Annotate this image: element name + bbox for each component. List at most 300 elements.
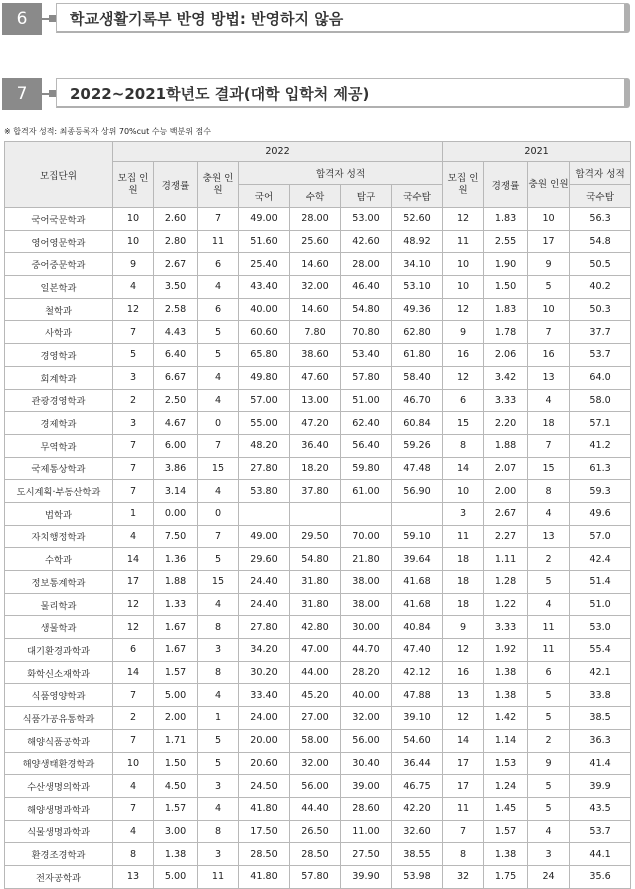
- table-cell: 4: [528, 502, 570, 525]
- table-row: [5, 298, 631, 321]
- unit-name-cell: 물리학과: [5, 593, 113, 616]
- table-cell: 44.40: [290, 797, 341, 820]
- table-cell: 7: [198, 525, 239, 548]
- table-cell: 56.90: [392, 480, 443, 503]
- table-cell: 49.80: [239, 366, 290, 389]
- table-cell: 35.6: [570, 865, 631, 888]
- table-cell: 11: [528, 616, 570, 639]
- table-cell: 2: [528, 729, 570, 752]
- table-cell: 5: [528, 797, 570, 820]
- table-cell: 6.67: [154, 366, 198, 389]
- table-cell: 1.67: [154, 639, 198, 662]
- table-row: [5, 253, 631, 276]
- table-cell: 36.40: [290, 434, 341, 457]
- unit-name-cell: 식품가공유통학과: [5, 707, 113, 730]
- table-cell: 2.50: [154, 389, 198, 412]
- table-row: [5, 457, 631, 480]
- table-cell: 58.40: [392, 366, 443, 389]
- table-cell: 64.0: [570, 366, 631, 389]
- table-cell: 11: [443, 525, 484, 548]
- table-cell: 4: [198, 684, 239, 707]
- table-row: [5, 820, 631, 843]
- unit-name-cell: 환경조경학과: [5, 843, 113, 866]
- table-cell: 1.38: [484, 661, 528, 684]
- table-cell: 47.20: [290, 412, 341, 435]
- table-cell: 40.00: [341, 684, 392, 707]
- table-cell: 2.60: [154, 208, 198, 231]
- table-cell: 28.60: [341, 797, 392, 820]
- table-cell: 60.60: [239, 321, 290, 344]
- table-row: [5, 344, 631, 367]
- section-7-header: [2, 78, 630, 110]
- table-cell: 6: [443, 389, 484, 412]
- table-cell: 54.80: [290, 548, 341, 571]
- table-row: [5, 797, 631, 820]
- table-cell: 48.20: [239, 434, 290, 457]
- table-cell: 5.00: [154, 865, 198, 888]
- table-cell: 42.4: [570, 548, 631, 571]
- table-row: [5, 684, 631, 707]
- table-cell: 2.20: [484, 412, 528, 435]
- table-cell: 56.3: [570, 208, 631, 231]
- table-cell: 1.88: [484, 434, 528, 457]
- table-cell: 7: [113, 729, 154, 752]
- table-cell: 9: [113, 253, 154, 276]
- table-cell: 4.67: [154, 412, 198, 435]
- table-cell: 27.00: [290, 707, 341, 730]
- table-cell: 54.60: [392, 729, 443, 752]
- table-cell: 46.70: [392, 389, 443, 412]
- table-cell: 8: [198, 820, 239, 843]
- table-row: [5, 321, 631, 344]
- table-cell: 1.36: [154, 548, 198, 571]
- unit-name-cell: 해양식품공학과: [5, 729, 113, 752]
- table-cell: 37.7: [570, 321, 631, 344]
- table-cell: 39.10: [392, 707, 443, 730]
- table-row: [5, 480, 631, 503]
- table-cell: 42.80: [290, 616, 341, 639]
- table-cell: 41.4: [570, 752, 631, 775]
- unit-name-cell: 철학과: [5, 298, 113, 321]
- unit-name-cell: 정보통계학과: [5, 571, 113, 594]
- table-cell: 5: [528, 707, 570, 730]
- table-cell: 38.00: [341, 593, 392, 616]
- table-cell: 7: [113, 684, 154, 707]
- table-cell: 44.70: [341, 639, 392, 662]
- table-cell: 12: [113, 616, 154, 639]
- table-cell: 5.00: [154, 684, 198, 707]
- table-cell: 14: [443, 457, 484, 480]
- table-row: [5, 412, 631, 435]
- table-cell: 4: [113, 775, 154, 798]
- table-cell: 4: [113, 820, 154, 843]
- header-additional: 충원 인원: [198, 162, 239, 208]
- table-cell: 1.57: [154, 797, 198, 820]
- unit-name-cell: 국제통상학과: [5, 457, 113, 480]
- table-cell: [392, 502, 443, 525]
- table-cell: 28.00: [341, 253, 392, 276]
- table-cell: 53.7: [570, 344, 631, 367]
- table-cell: [290, 502, 341, 525]
- table-cell: 17: [443, 775, 484, 798]
- table-cell: 25.40: [239, 253, 290, 276]
- table-cell: 41.80: [239, 865, 290, 888]
- table-cell: 5: [198, 548, 239, 571]
- header-recruit: 모집 인원: [113, 162, 154, 208]
- table-cell: 4: [113, 525, 154, 548]
- table-cell: 3: [198, 843, 239, 866]
- table-cell: 39.00: [341, 775, 392, 798]
- unit-name-cell: 자치행정학과: [5, 525, 113, 548]
- table-row: [5, 729, 631, 752]
- table-cell: 5: [528, 684, 570, 707]
- table-cell: 56.00: [290, 775, 341, 798]
- table-cell: 12: [113, 593, 154, 616]
- table-cell: 7: [113, 480, 154, 503]
- table-cell: 31.80: [290, 571, 341, 594]
- table-row: [5, 548, 631, 571]
- table-cell: 2.06: [484, 344, 528, 367]
- table-cell: 24.40: [239, 571, 290, 594]
- table-cell: 57.1: [570, 412, 631, 435]
- admission-results-table: [4, 141, 631, 889]
- table-cell: 29.60: [239, 548, 290, 571]
- table-cell: 14: [443, 729, 484, 752]
- table-cell: 15: [198, 457, 239, 480]
- table-cell: 37.80: [290, 480, 341, 503]
- table-cell: 1.78: [484, 321, 528, 344]
- table-cell: 41.2: [570, 434, 631, 457]
- table-cell: 1.11: [484, 548, 528, 571]
- table-cell: 38.55: [392, 843, 443, 866]
- table-cell: 7: [113, 434, 154, 457]
- section-title: 학교생활기록부 반영 방법: 반영하지 않음: [70, 10, 344, 28]
- table-cell: 48.92: [392, 230, 443, 253]
- table-cell: 7: [198, 434, 239, 457]
- table-cell: 8: [198, 661, 239, 684]
- unit-name-cell: 법학과: [5, 502, 113, 525]
- table-cell: 11: [443, 797, 484, 820]
- unit-name-cell: 중어중문학과: [5, 253, 113, 276]
- table-row: [5, 571, 631, 594]
- table-cell: 29.50: [290, 525, 341, 548]
- table-cell: 43.5: [570, 797, 631, 820]
- table-cell: 5: [528, 571, 570, 594]
- table-cell: 1.92: [484, 639, 528, 662]
- table-cell: 44.00: [290, 661, 341, 684]
- unit-name-cell: 사학과: [5, 321, 113, 344]
- table-cell: 39.9: [570, 775, 631, 798]
- table-cell: 2.00: [154, 707, 198, 730]
- table-cell: 17: [113, 571, 154, 594]
- table-cell: 70.80: [341, 321, 392, 344]
- table-cell: 8: [198, 616, 239, 639]
- table-cell: 11.00: [341, 820, 392, 843]
- table-cell: 11: [528, 639, 570, 662]
- table-cell: 11: [198, 865, 239, 888]
- table-cell: 4: [198, 480, 239, 503]
- table-cell: 32.00: [290, 276, 341, 299]
- table-cell: 50.3: [570, 298, 631, 321]
- table-cell: 7: [113, 457, 154, 480]
- table-cell: 2.27: [484, 525, 528, 548]
- table-cell: 1.88: [154, 571, 198, 594]
- table-cell: 47.40: [392, 639, 443, 662]
- table-row: [5, 752, 631, 775]
- table-cell: 13: [528, 366, 570, 389]
- table-cell: 4: [198, 593, 239, 616]
- table-cell: 2.67: [484, 502, 528, 525]
- table-cell: 61.80: [392, 344, 443, 367]
- table-cell: 58.0: [570, 389, 631, 412]
- table-cell: 9: [528, 253, 570, 276]
- unit-name-cell: 경제학과: [5, 412, 113, 435]
- table-cell: 5: [113, 344, 154, 367]
- table-cell: 42.12: [392, 661, 443, 684]
- table-cell: 30.00: [341, 616, 392, 639]
- table-cell: 47.88: [392, 684, 443, 707]
- table-cell: 3.42: [484, 366, 528, 389]
- table-cell: 8: [443, 434, 484, 457]
- table-cell: 12: [443, 298, 484, 321]
- table-cell: 28.00: [290, 208, 341, 231]
- unit-name-cell: 경영학과: [5, 344, 113, 367]
- table-cell: 49.6: [570, 502, 631, 525]
- table-cell: 55.00: [239, 412, 290, 435]
- table-cell: 57.0: [570, 525, 631, 548]
- table-cell: 31.80: [290, 593, 341, 616]
- table-cell: 4: [528, 389, 570, 412]
- table-cell: 32.00: [290, 752, 341, 775]
- unit-name-cell: 대기환경과학과: [5, 639, 113, 662]
- table-cell: 4: [198, 366, 239, 389]
- table-cell: 54.80: [341, 298, 392, 321]
- table-cell: 40.84: [392, 616, 443, 639]
- table-cell: 1.38: [154, 843, 198, 866]
- table-cell: 30.20: [239, 661, 290, 684]
- table-cell: 62.80: [392, 321, 443, 344]
- table-cell: 27.50: [341, 843, 392, 866]
- table-cell: 9: [443, 616, 484, 639]
- table-cell: 3.33: [484, 616, 528, 639]
- table-cell: 3.00: [154, 820, 198, 843]
- table-cell: 7: [443, 820, 484, 843]
- table-cell: 61.3: [570, 457, 631, 480]
- table-cell: 7: [113, 321, 154, 344]
- table-cell: 53.7: [570, 820, 631, 843]
- table-cell: 4: [528, 820, 570, 843]
- table-cell: 8: [528, 480, 570, 503]
- table-cell: 12: [443, 208, 484, 231]
- table-cell: 1.83: [484, 208, 528, 231]
- table-cell: 1: [113, 502, 154, 525]
- table-cell: 56.40: [341, 434, 392, 457]
- table-cell: 7: [113, 797, 154, 820]
- table-cell: 57.80: [341, 366, 392, 389]
- table-cell: 49.00: [239, 525, 290, 548]
- table-cell: 27.80: [239, 457, 290, 480]
- header-competition: 경쟁률: [154, 162, 198, 208]
- table-cell: 24.00: [239, 707, 290, 730]
- table-cell: 33.40: [239, 684, 290, 707]
- table-cell: 21.80: [341, 548, 392, 571]
- table-cell: 52.60: [392, 208, 443, 231]
- table-cell: 17: [528, 230, 570, 253]
- table-cell: 39.90: [341, 865, 392, 888]
- table-cell: 18: [443, 571, 484, 594]
- table-cell: 3: [113, 366, 154, 389]
- table-cell: 7: [198, 208, 239, 231]
- table-cell: 13: [528, 525, 570, 548]
- table-cell: 15: [443, 412, 484, 435]
- table-cell: 6: [198, 298, 239, 321]
- table-cell: 15: [528, 457, 570, 480]
- table-cell: 0: [198, 412, 239, 435]
- table-cell: 2.07: [484, 457, 528, 480]
- table-cell: 49.00: [239, 208, 290, 231]
- header-math: 수학: [290, 185, 341, 208]
- table-cell: 18: [443, 548, 484, 571]
- table-cell: 7: [528, 321, 570, 344]
- table-row: [5, 707, 631, 730]
- table-cell: 4: [198, 389, 239, 412]
- table-body: [5, 208, 631, 889]
- table-cell: 36.3: [570, 729, 631, 752]
- table-cell: 41.68: [392, 571, 443, 594]
- table-cell: 13: [113, 865, 154, 888]
- table-cell: 39.64: [392, 548, 443, 571]
- table-cell: 7.50: [154, 525, 198, 548]
- table-cell: 20.00: [239, 729, 290, 752]
- table-cell: 7: [528, 434, 570, 457]
- table-cell: 42.60: [341, 230, 392, 253]
- table-cell: 28.20: [341, 661, 392, 684]
- table-cell: 53.0: [570, 616, 631, 639]
- table-cell: 3: [528, 843, 570, 866]
- table-cell: 1.33: [154, 593, 198, 616]
- table-cell: 28.50: [290, 843, 341, 866]
- unit-name-cell: 무역학과: [5, 434, 113, 457]
- unit-name-cell: 화학신소재학과: [5, 661, 113, 684]
- header-competition: 경쟁률: [484, 162, 528, 208]
- table-cell: 2: [113, 707, 154, 730]
- table-cell: 30.40: [341, 752, 392, 775]
- header-scores: 합격자 성적: [570, 162, 631, 185]
- table-cell: 3: [198, 639, 239, 662]
- table-cell: 1.38: [484, 843, 528, 866]
- table-cell: 70.00: [341, 525, 392, 548]
- table-cell: 32: [443, 865, 484, 888]
- table-cell: 2.55: [484, 230, 528, 253]
- table-cell: 49.36: [392, 298, 443, 321]
- table-cell: 59.80: [341, 457, 392, 480]
- table-cell: 10: [113, 230, 154, 253]
- table-cell: 1.50: [154, 752, 198, 775]
- header-recruit: 모집 인원: [443, 162, 484, 208]
- section-number: 7: [2, 78, 42, 110]
- table-cell: 3: [198, 775, 239, 798]
- header-kms: 국수탐: [392, 185, 443, 208]
- table-cell: 12: [443, 707, 484, 730]
- table-cell: 11: [443, 230, 484, 253]
- table-cell: 59.3: [570, 480, 631, 503]
- table-cell: 34.10: [392, 253, 443, 276]
- table-cell: 10: [443, 276, 484, 299]
- table-cell: [341, 502, 392, 525]
- table-row: [5, 775, 631, 798]
- unit-name-cell: 식물생명과학과: [5, 820, 113, 843]
- unit-name-cell: 생물학과: [5, 616, 113, 639]
- table-cell: 3: [443, 502, 484, 525]
- table-cell: 47.60: [290, 366, 341, 389]
- table-cell: 6: [198, 253, 239, 276]
- table-cell: 50.5: [570, 253, 631, 276]
- table-cell: 32.00: [341, 707, 392, 730]
- table-row: [5, 593, 631, 616]
- table-cell: 36.44: [392, 752, 443, 775]
- table-cell: 58.00: [290, 729, 341, 752]
- table-cell: 1.67: [154, 616, 198, 639]
- table-row: [5, 843, 631, 866]
- table-cell: 57.00: [239, 389, 290, 412]
- table-cell: 10: [443, 480, 484, 503]
- table-cell: 3: [113, 412, 154, 435]
- table-cell: 14.60: [290, 298, 341, 321]
- table-cell: 59.10: [392, 525, 443, 548]
- header-additional: 충원 인원: [528, 162, 570, 208]
- table-row: [5, 366, 631, 389]
- table-cell: 20.60: [239, 752, 290, 775]
- table-cell: 61.00: [341, 480, 392, 503]
- unit-name-cell: 영어영문학과: [5, 230, 113, 253]
- table-cell: 1.38: [484, 684, 528, 707]
- table-cell: 9: [528, 752, 570, 775]
- table-cell: 17.50: [239, 820, 290, 843]
- table-cell: 0.00: [154, 502, 198, 525]
- unit-name-cell: 해양생태환경학과: [5, 752, 113, 775]
- table-cell: 3.86: [154, 457, 198, 480]
- table-cell: 10: [528, 208, 570, 231]
- table-cell: 1.28: [484, 571, 528, 594]
- unit-name-cell: 국어국문학과: [5, 208, 113, 231]
- unit-name-cell: 관광경영학과: [5, 389, 113, 412]
- table-row: [5, 525, 631, 548]
- table-cell: 38.5: [570, 707, 631, 730]
- table-cell: 13: [443, 684, 484, 707]
- table-cell: 53.00: [341, 208, 392, 231]
- section-6-header: [2, 3, 630, 35]
- table-cell: 41.68: [392, 593, 443, 616]
- unit-name-cell: 전자공학과: [5, 865, 113, 888]
- table-cell: 47.48: [392, 457, 443, 480]
- table-row: [5, 276, 631, 299]
- table-cell: 16: [443, 661, 484, 684]
- table-cell: 2: [113, 389, 154, 412]
- table-cell: 15: [198, 571, 239, 594]
- table-row: [5, 208, 631, 231]
- table-row: [5, 616, 631, 639]
- table-cell: 45.20: [290, 684, 341, 707]
- table-cell: 53.98: [392, 865, 443, 888]
- table-cell: 62.40: [341, 412, 392, 435]
- table-cell: 28.50: [239, 843, 290, 866]
- table-cell: 54.8: [570, 230, 631, 253]
- header-year-2021: 2021: [443, 142, 631, 162]
- table-row: [5, 502, 631, 525]
- table-cell: 51.4: [570, 571, 631, 594]
- connector-dot: [49, 15, 56, 22]
- table-cell: 10: [528, 298, 570, 321]
